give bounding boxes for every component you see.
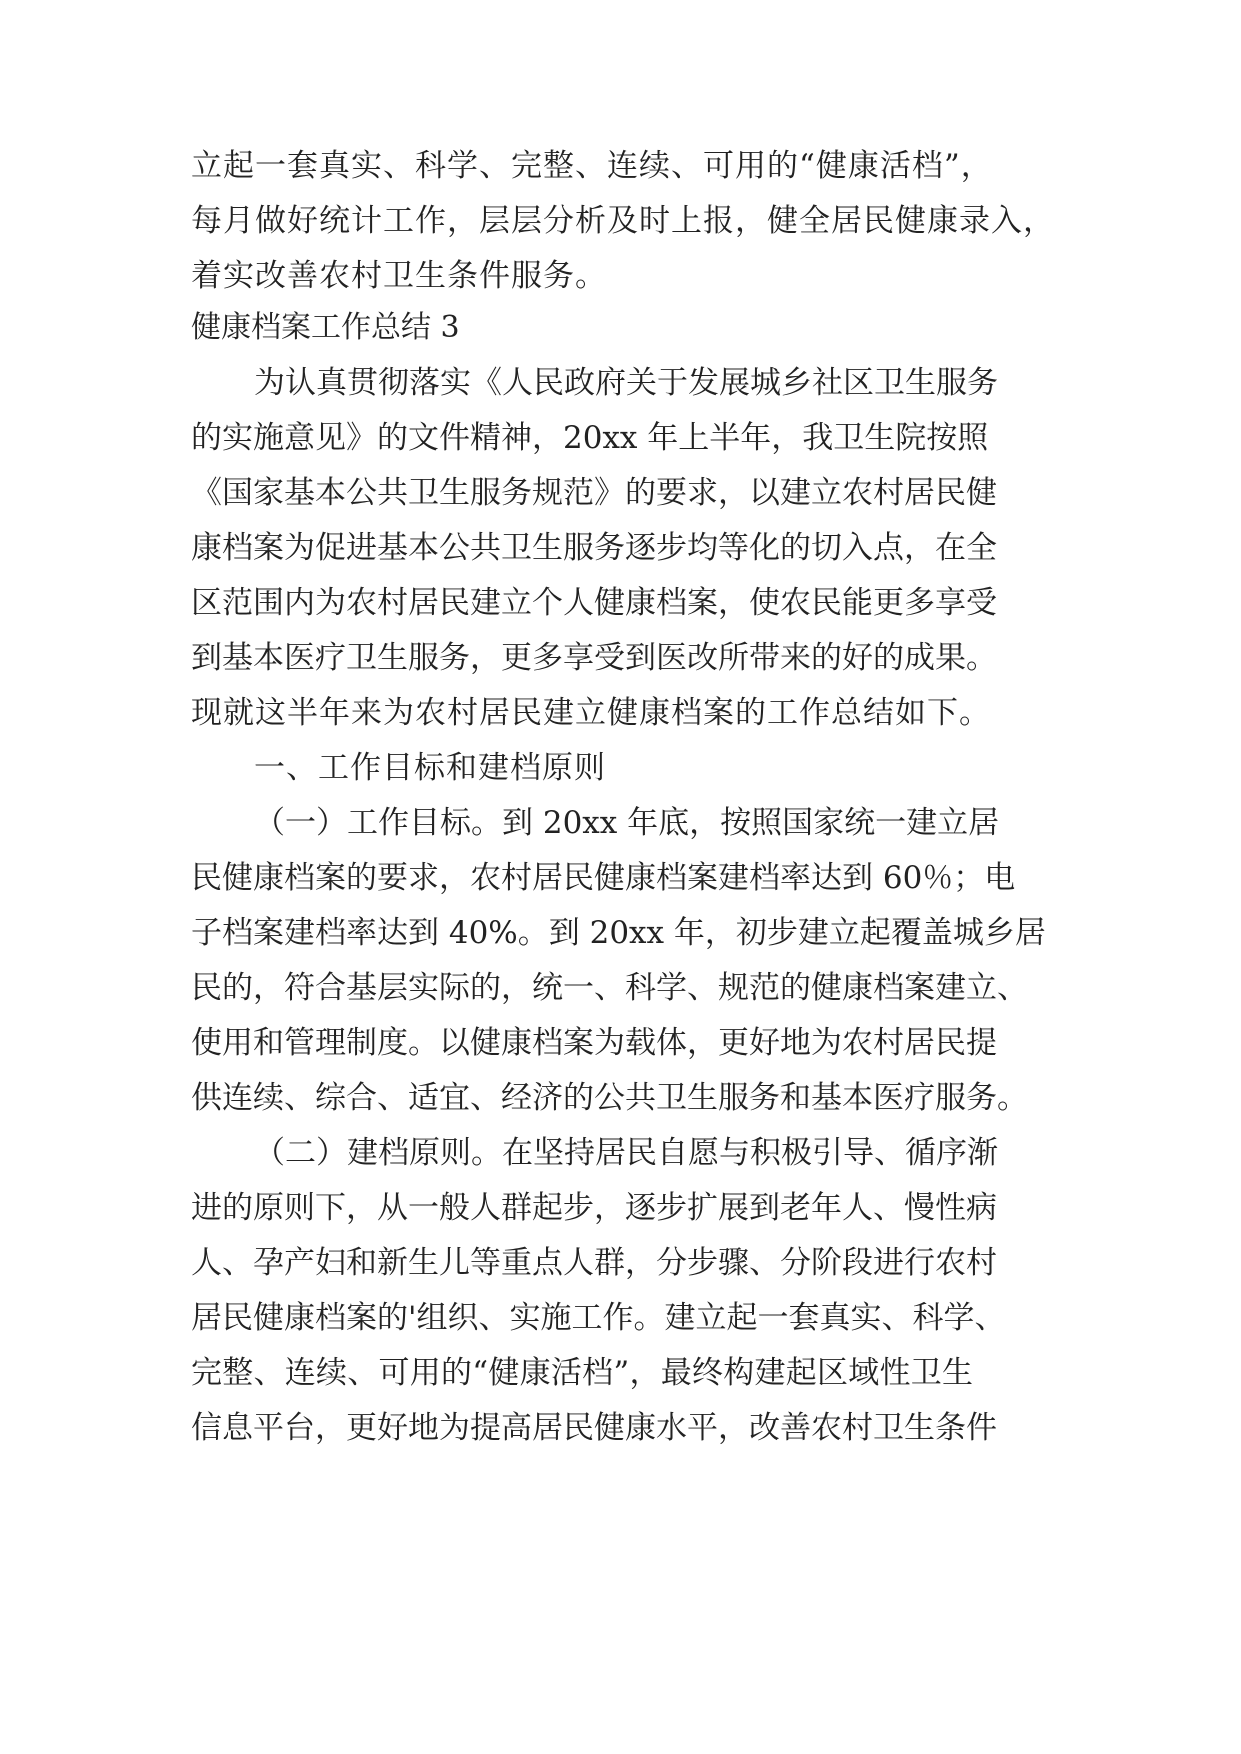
- text-line: 区范围内为农村居民建立个人健康档案，使农民能更多享受: [191, 585, 997, 621]
- text-line: 《国家基本公共卫生服务规范》的要求，以建立农村居民健: [191, 475, 997, 511]
- text-line: 信息平台，更好地为提高居民健康水平，改善农村卫生条件: [191, 1410, 997, 1446]
- text-line: 使用和管理制度。以健康档案为载体，更好地为农村居民提: [191, 1025, 997, 1061]
- text-line: 民的，符合基层实际的，统一、科学、规范的健康档案建立、: [191, 970, 1028, 1006]
- text-line: 康档案为促进基本公共卫生服务逐步均等化的切入点，在全: [191, 530, 997, 566]
- text-line: 居民健康档案的'组织、实施工作。建立起一套真实、科学、: [191, 1300, 1006, 1336]
- text-line: 为认真贯彻落实《人民政府关于发展城乡社区卫生服务: [254, 365, 998, 401]
- text-line: （二）建档原则。在坚持居民自愿与积极引导、循序渐: [254, 1135, 998, 1171]
- text-line: 进的原则下，从一般人群起步，逐步扩展到老年人、慢性病: [191, 1190, 997, 1226]
- text-line: 供连续、综合、适宜、经济的公共卫生服务和基本医疗服务。: [191, 1080, 1028, 1116]
- text-line: 民健康档案的要求，农村居民健康档案建档率达到 60％；电: [191, 860, 1016, 896]
- text-line: 现就这半年来为农村居民建立健康档案的工作总结如下。: [191, 695, 991, 731]
- text-line: 的实施意见》的文件精神，20xx 年上半年，我卫生院按照: [191, 420, 989, 456]
- text-line: 子档案建档率达到 40%。到 20xx 年，初步建立起覆盖城乡居: [191, 915, 1046, 951]
- section-heading: 健康档案工作总结 3: [191, 310, 460, 345]
- text-line: 完整、连续、可用的“健康活档”，最终构建起区域性卫生: [191, 1355, 973, 1391]
- text-line: 人、孕产妇和新生儿等重点人群，分步骤、分阶段进行农村: [191, 1245, 997, 1281]
- text-line: （一）工作目标。到 20xx 年底，按照国家统一建立居: [254, 805, 1000, 841]
- text-line: 立起一套真实、科学、完整、连续、可用的“健康活档”，: [191, 148, 993, 184]
- text-line: 着实改善农村卫生条件服务。: [191, 258, 607, 294]
- text-line: 到基本医疗卫生服务，更多享受到医改所带来的好的成果。: [191, 640, 997, 676]
- text-line: 每月做好统计工作，层层分析及时上报，健全居民健康录入，: [191, 203, 1055, 239]
- subsection-heading: 一、工作目标和建档原则: [254, 750, 606, 786]
